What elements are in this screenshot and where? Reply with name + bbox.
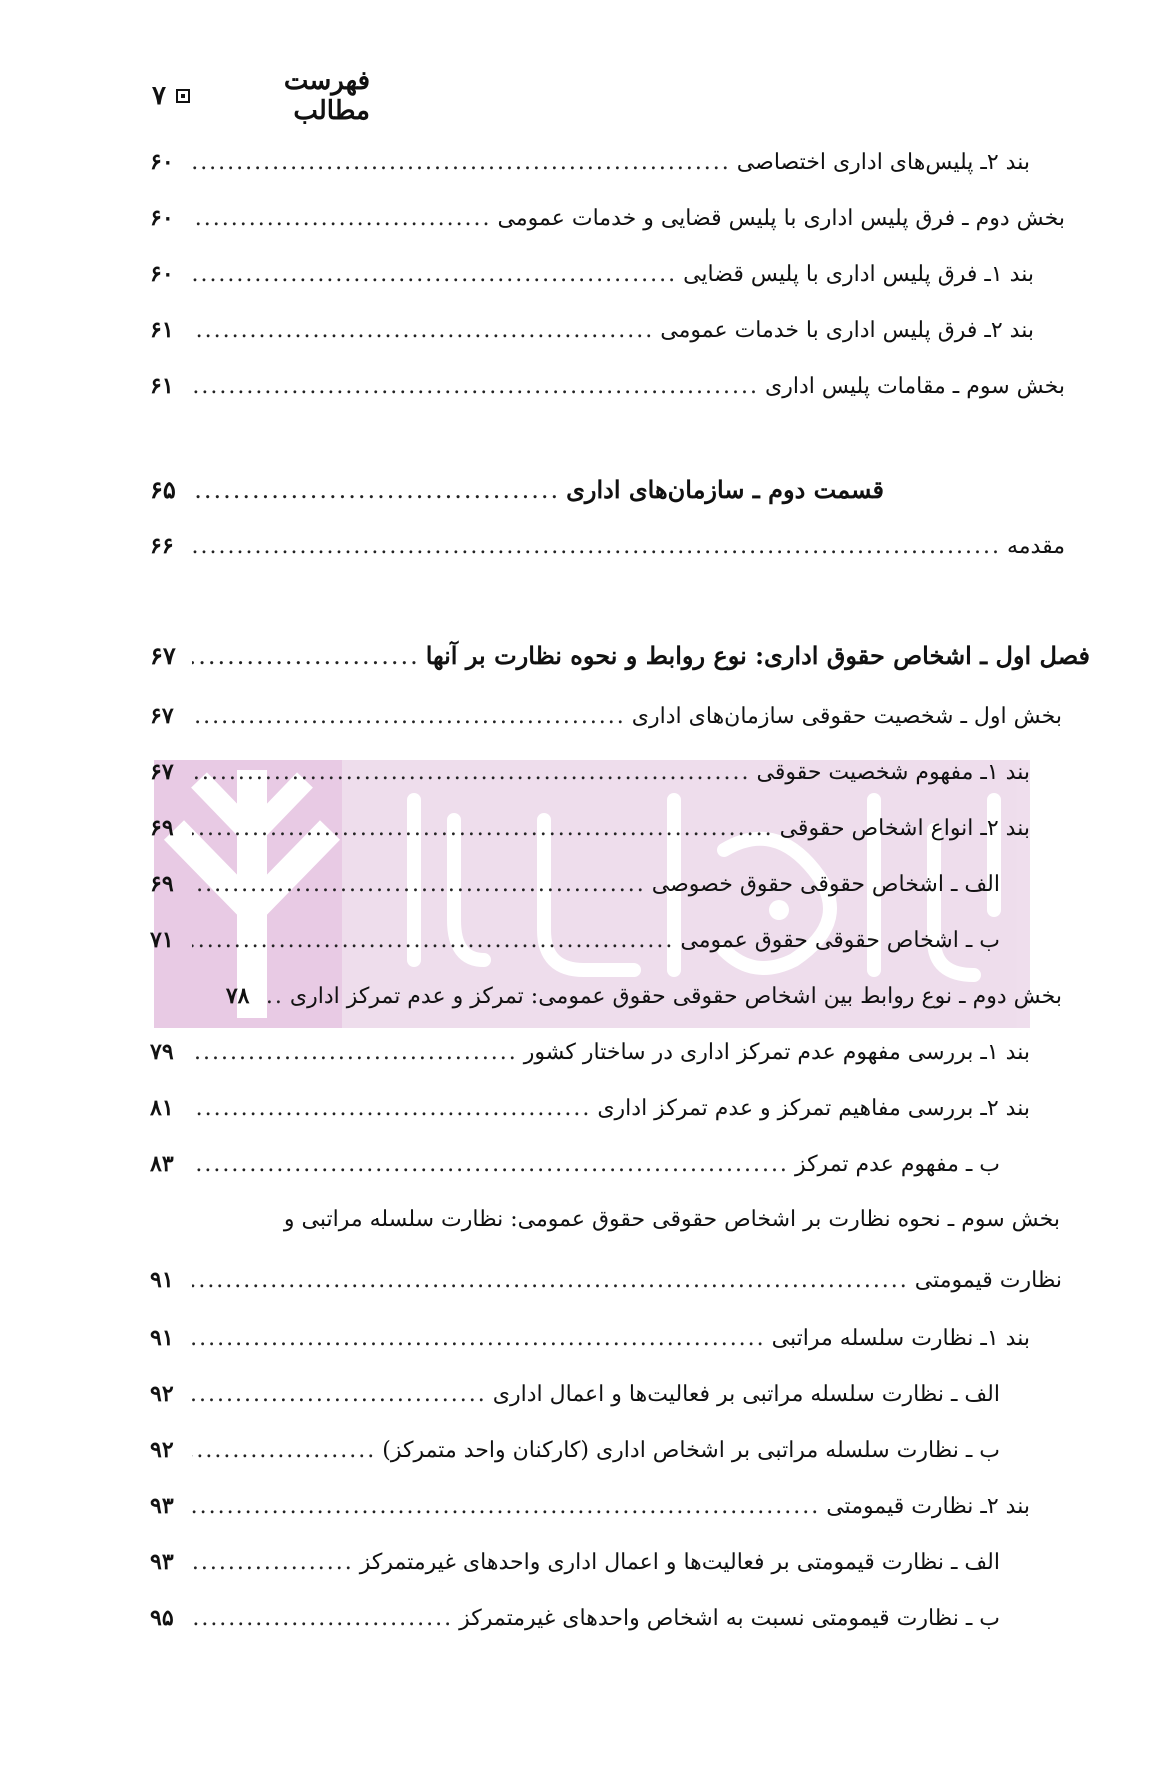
running-header xyxy=(152,66,370,126)
toc-entry: الف ـ نظارت قیمومتی بر فعالیت‌ها و اعمال اداری واحدهای غیرمتمرکز ..... ۹۳ xyxy=(150,1542,1000,1582)
toc-entry: ب ـ اشخاص حقوقی حقوق عمومی ..... ۷۱ xyxy=(150,920,1000,960)
dot-leader xyxy=(192,809,774,849)
toc-entry-line: بخش سوم ـ نحوه نظارت بر اشخاص حقوقی حقوق عمومی: نظارت سلسله مراتبی و xyxy=(283,1207,1060,1232)
dot-leader xyxy=(192,921,674,961)
dot-leader xyxy=(192,1543,354,1583)
toc-entry: مقدمه ..... ۶۶ xyxy=(150,526,1065,566)
dot-leader xyxy=(192,1089,591,1129)
dot-leader xyxy=(268,977,284,1017)
toc-entry: ب ـ مفهوم عدم تمرکز ..... ۸۳ xyxy=(150,1144,1000,1184)
dot-leader xyxy=(192,527,1001,567)
dot-leader xyxy=(192,143,731,183)
toc-entry: بخش دوم ـ فرق پلیس اداری با پلیس قضایی و خدمات عمومی ..... ۶۰ xyxy=(150,198,1065,238)
dot-leader xyxy=(192,199,492,239)
dot-leader xyxy=(192,636,420,676)
header-page-number: ۷ xyxy=(152,81,166,111)
dot-leader xyxy=(192,1261,909,1301)
toc-entry: بند ۲ـ بررسی مفاهیم تمرکز و عدم تمرکز اداری ..... ۸۱ xyxy=(150,1088,1030,1128)
toc-entry: بند ۱ـ فرق پلیس اداری با پلیس قضایی ..... ۶۰ xyxy=(150,254,1034,294)
dot-leader xyxy=(192,865,646,905)
toc-entry: بند ۲ـ فرق پلیس اداری با خدمات عمومی ..... ۶۱ xyxy=(150,310,1034,350)
dot-leader xyxy=(192,1431,376,1471)
toc-entry: بند ۲ـ نظارت قیمومتی ..... ۹۳ xyxy=(150,1486,1030,1526)
toc-entry: ب ـ نظارت قیمومتی نسبت به اشخاص واحدهای غیرمتمرکز ..... ۹۵ xyxy=(150,1598,1000,1638)
toc-entry: بند ۱ـ بررسی مفهوم عدم تمرکز اداری در ساختار کشور ..... ۷۹ xyxy=(150,1032,1030,1072)
toc-entry-part: قسمت دوم ـ سازمان‌های اداری ..... ۶۵ xyxy=(150,470,884,510)
dot-leader xyxy=(192,1599,453,1639)
dot-leader xyxy=(192,255,677,295)
dot-leader xyxy=(192,1319,766,1359)
dot-leader xyxy=(192,1375,487,1415)
toc-entry: ب ـ نظارت سلسله مراتبی بر اشخاص اداری (کارکنان واحد متمرکز) ..... ۹۲ xyxy=(150,1430,1000,1470)
toc-entry: الف ـ نظارت سلسله مراتبی بر فعالیت‌ها و اعمال اداری ..... ۹۲ xyxy=(150,1374,1000,1414)
toc-entry: بخش دوم ـ نوع روابط بین اشخاص حقوقی حقوق عمومی: تمرکز و عدم تمرکز اداری ..... ۷۸ xyxy=(150,976,1062,1016)
dot-leader xyxy=(192,311,654,351)
dot-leader xyxy=(192,367,759,407)
toc-entry: الف ـ اشخاص حقوقی حقوق خصوصی ..... ۶۹ xyxy=(150,864,1000,904)
header-title: فهرست مطالب xyxy=(283,66,370,126)
toc-entry-chapter: فصل اول ـ اشخاص حقوق اداری: نوع روابط و نحوه نظارت بر آنها ..... ۶۷ xyxy=(150,636,1090,676)
toc-entry: بخش اول ـ شخصیت حقوقی سازمان‌های اداری ..... ۶۷ xyxy=(150,696,1062,736)
toc-entry: نظارت قیمومتی ..... ۹۱ xyxy=(150,1260,1062,1300)
dot-leader xyxy=(192,697,626,737)
square-bullet-icon xyxy=(176,89,190,103)
toc-entry: بند ۲ـ پلیس‌های اداری اختصاصی ..... ۶۰ xyxy=(150,142,1030,182)
dot-leader xyxy=(192,1033,518,1073)
dot-leader xyxy=(192,470,560,510)
dot-leader xyxy=(192,1487,820,1527)
dot-leader xyxy=(192,1145,789,1185)
dot-leader xyxy=(192,753,750,793)
toc-entry: بخش سوم ـ مقامات پلیس اداری ..... ۶۱ xyxy=(150,366,1065,406)
toc-entry: بند ۲ـ انواع اشخاص حقوقی ..... ۶۹ xyxy=(150,808,1030,848)
toc-entry: بند ۱ـ مفهوم شخصیت حقوقی ..... ۶۷ xyxy=(150,752,1030,792)
toc-entry: بند ۱ـ نظارت سلسله مراتبی ..... ۹۱ xyxy=(150,1318,1030,1358)
